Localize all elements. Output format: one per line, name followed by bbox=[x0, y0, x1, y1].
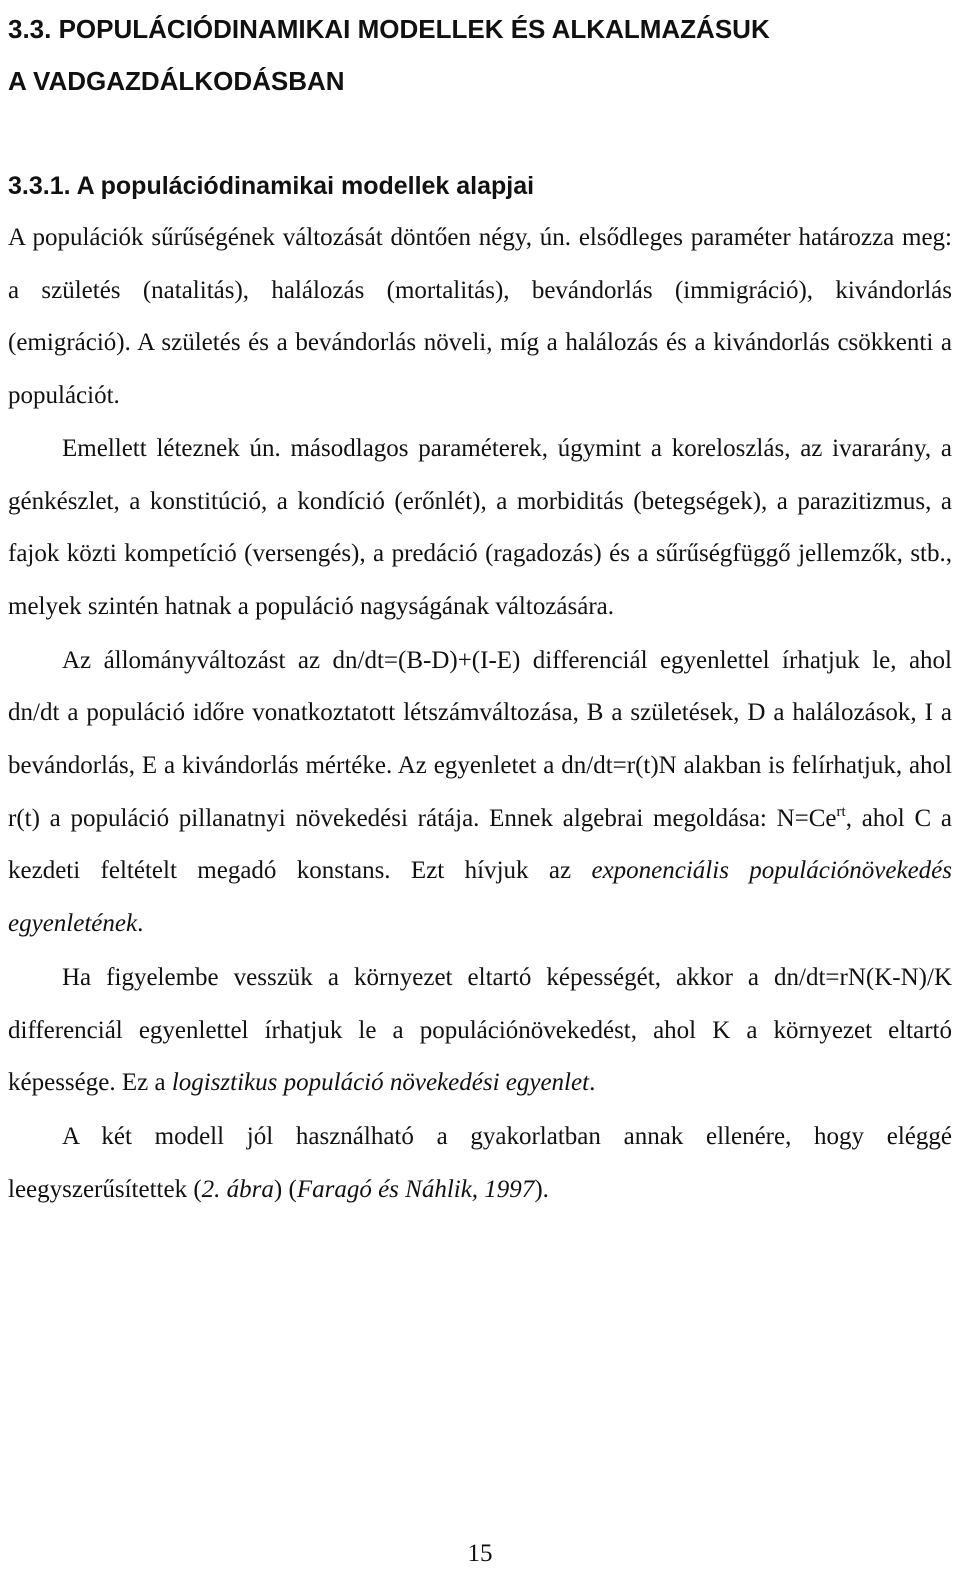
chapter-heading bbox=[8, 0, 952, 107]
page-number: 15 bbox=[467, 1540, 493, 1567]
paragraph-exponential-model bbox=[8, 635, 952, 951]
figure-reference: 2. ábra bbox=[201, 1175, 274, 1203]
summary-end: ). bbox=[534, 1175, 549, 1203]
summary-separator: ) ( bbox=[273, 1175, 297, 1203]
exponential-text-continued: , ahol C a kezdeti feltételt megadó konstans. Ezt hívjuk az bbox=[8, 804, 952, 885]
paragraph-primary-parameters: A populációk sűrűségének változását döntően négy, ún. elsődleges paraméter határozza meg: a születés (natalitás), halálozás (mortalitás), bevándorlás (immigráció), kivándorlás (emigráció). A születés és a bevándorlás növeli, míg a halálozás és a kivándorlás csökkenti a populációt. bbox=[8, 224, 952, 410]
exponent-rt: rt bbox=[836, 803, 846, 820]
chapter-heading-line-1: 3.3. POPULÁCIÓDINAMIKAI MODELLEK ÉS ALKALMAZÁSUK bbox=[8, 14, 770, 44]
logistic-term: logisztikus populáció növekedési egyenlet bbox=[171, 1069, 590, 1097]
chapter-heading-line-2: A VADGAZDÁLKODÁSBAN bbox=[8, 66, 345, 96]
logistic-text: Ha figyelembe vesszük a környezet eltartó képességét, akkor a dn/dt=rN(K-N)/K differenciál egyenlettel írhatjuk le a populációnövekedést, ahol K a környezet eltartó képessége. Ez a bbox=[8, 963, 952, 1097]
exponential-term: exponenciális populációnövekedés egyenletének bbox=[8, 857, 952, 938]
document-page bbox=[8, 0, 952, 1216]
section-heading: 3.3.1. A populációdinamikai modellek alapjai bbox=[8, 172, 535, 200]
logistic-end: . bbox=[589, 1069, 596, 1097]
exponential-end: . bbox=[137, 910, 144, 938]
citation: Faragó és Náhlik, 1997 bbox=[296, 1175, 535, 1203]
exponential-text: Az állományváltozást az dn/dt=(B-D)+(I-E) differenciál egyenlettel írhatjuk le, ahol dn/dt a populáció időre vonatkoztatott létszámváltozása, B a születések, D a halálozások, I a bevándorlás, E a kivándorlás mértéke. Az egyenletet a dn/dt=r(t)N alakban is felírhatjuk, ahol r(t) a populáció pillanatnyi növekedési rátája. Ennek algebrai megoldása: N=Ce bbox=[8, 646, 952, 832]
paragraph-logistic-model bbox=[8, 952, 952, 1110]
paragraph-secondary-parameters: Emellett léteznek ún. másodlagos paraméterek, úgymint a koreloszlás, az ivararány, a génkészlet, a konstitúció, a kondíció (erőnlét), a morbiditás (betegségek), a parazitizmus, a fajok közti kompetíció (versengés), a predáció (ragadozás) és a sűrűségfüggő jellemzők, stb., melyek szintén hatnak a populáció nagyságának változására. bbox=[8, 434, 952, 620]
summary-text: A két modell jól használható a gyakorlatban annak ellenére, hogy eléggé leegyszerűsítettek ( bbox=[8, 1122, 952, 1203]
paragraph-model-summary bbox=[8, 1111, 952, 1216]
